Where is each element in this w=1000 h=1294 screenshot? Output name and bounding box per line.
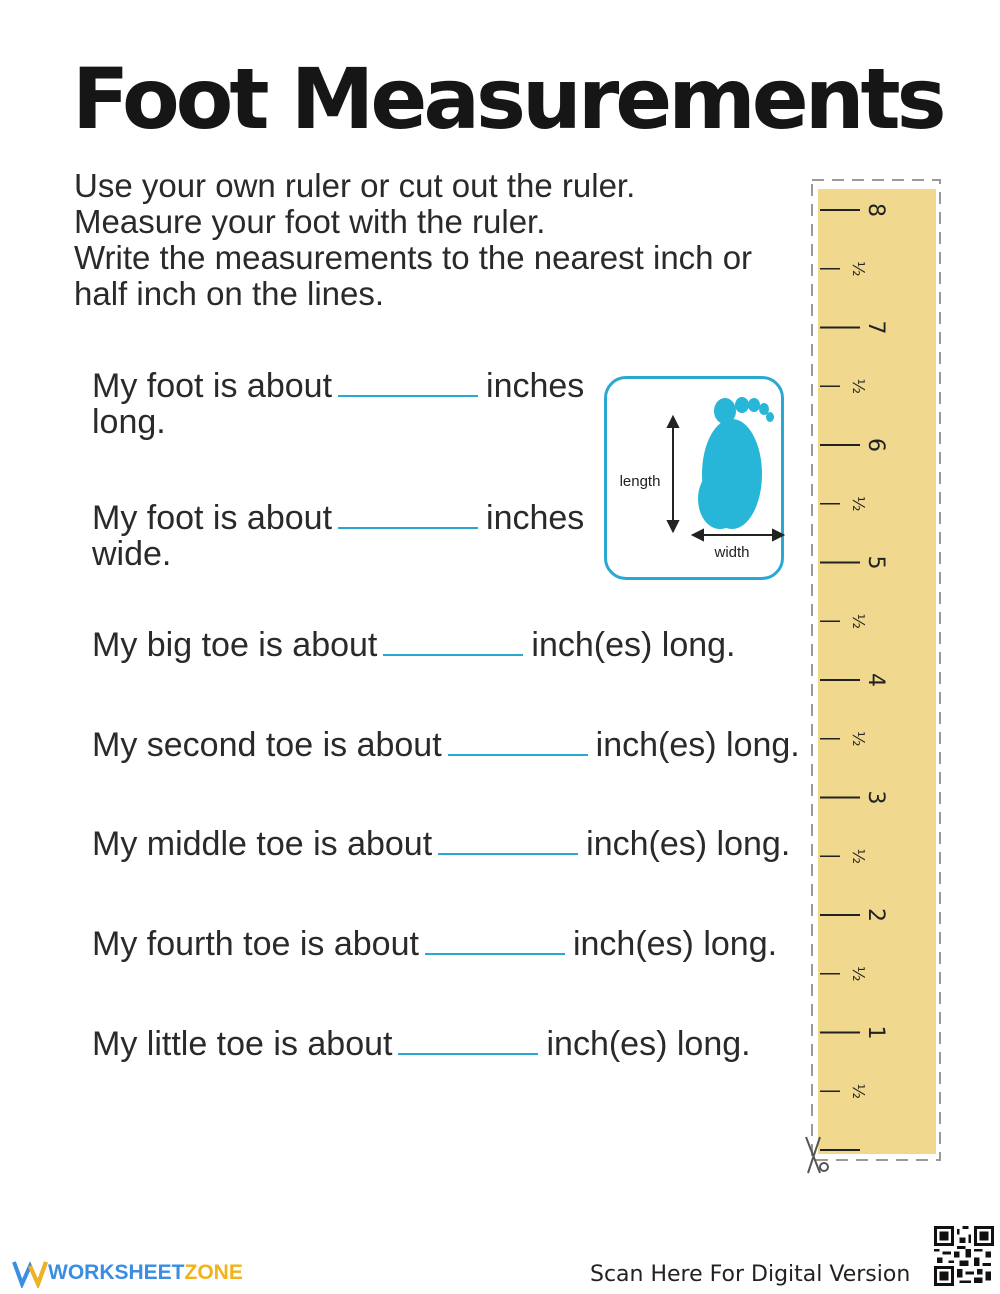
question-unit: inch(es) long.	[531, 626, 736, 664]
question-text: My middle toe is about	[92, 825, 433, 863]
question-middle-toe	[92, 823, 790, 862]
question-text: My foot is about	[92, 367, 333, 405]
ruler-half-label: ½	[849, 1083, 868, 1100]
question-unit: inch(es) long.	[586, 825, 791, 863]
instruction-line: Write the measurements to the nearest inch or	[74, 239, 753, 276]
question-unit: inch(es) long.	[546, 1025, 751, 1063]
question-unit: inch(es) long.	[595, 726, 800, 764]
question-fourth-toe	[92, 923, 777, 962]
page-title: Foot Measurements	[72, 50, 943, 148]
length-arrow-icon	[668, 417, 678, 531]
brand-part2: ZONE	[184, 1261, 243, 1284]
ruler-half-label: ½	[849, 495, 868, 512]
instruction-line: Measure your foot with the ruler.	[74, 203, 546, 240]
answer-blank-big-toe[interactable]	[383, 624, 523, 656]
instruction-line: Use your own ruler or cut out the ruler.	[74, 167, 636, 204]
instructions	[74, 168, 794, 312]
ruler-inch-label: 4	[863, 673, 888, 687]
question-unit: inch(es) long.	[572, 925, 778, 963]
question-foot-length	[92, 365, 584, 440]
foot-diagram	[604, 376, 784, 580]
question-continuation: long.	[92, 403, 166, 441]
instruction-line: half inch on the lines.	[74, 275, 385, 312]
question-text: My little toe is about	[92, 1025, 393, 1063]
question-text: My big toe is about	[92, 626, 378, 664]
scan-text: Scan Here For Digital Version	[590, 1262, 911, 1287]
worksheet-zone-logo	[12, 1258, 243, 1288]
ruler-half-label: ½	[849, 378, 868, 395]
ruler-half-label: ½	[849, 965, 868, 982]
answer-blank-fourth-toe[interactable]	[425, 923, 565, 955]
ruler-inch-label: 8	[863, 203, 888, 217]
question-unit: inches	[486, 367, 585, 405]
ruler-inch-label: 1	[863, 1025, 888, 1040]
width-label: width	[714, 544, 750, 561]
question-foot-width	[92, 497, 584, 572]
question-continuation: wide.	[92, 535, 172, 573]
width-arrow-icon	[693, 530, 783, 540]
ruler-half-label: ½	[849, 613, 868, 630]
answer-blank-foot-width[interactable]	[338, 497, 478, 529]
foot-icon	[698, 397, 774, 529]
answer-blank-little-toe[interactable]	[398, 1023, 538, 1055]
answer-blank-middle-toe[interactable]	[438, 823, 578, 855]
ruler-inch-label: 7	[863, 320, 888, 335]
length-label: length	[619, 473, 661, 490]
question-unit: inches	[486, 499, 585, 537]
question-second-toe	[92, 724, 800, 763]
brand-part1: WORKSHEET	[48, 1261, 185, 1284]
ruler-half-label: ½	[849, 260, 868, 277]
question-little-toe	[92, 1023, 751, 1062]
question-big-toe	[92, 624, 736, 663]
ruler-inch-label: 6	[863, 438, 888, 452]
ruler-inch-label: 3	[863, 790, 888, 805]
ruler-half-label: ½	[849, 848, 868, 865]
answer-blank-second-toe[interactable]	[448, 724, 588, 756]
qr-code-icon[interactable]	[934, 1226, 994, 1286]
question-text: My second toe is about	[92, 726, 442, 764]
question-text: My foot is about	[92, 499, 333, 537]
cut-out-ruler[interactable]	[800, 175, 950, 1175]
ruler-inch-label: 5	[863, 555, 888, 570]
question-text: My fourth toe is about	[92, 925, 419, 963]
ruler-half-label: ½	[849, 730, 868, 747]
ruler-inch-label: 2	[863, 908, 888, 922]
answer-blank-foot-length[interactable]	[338, 365, 478, 397]
logo-icon	[12, 1258, 48, 1288]
